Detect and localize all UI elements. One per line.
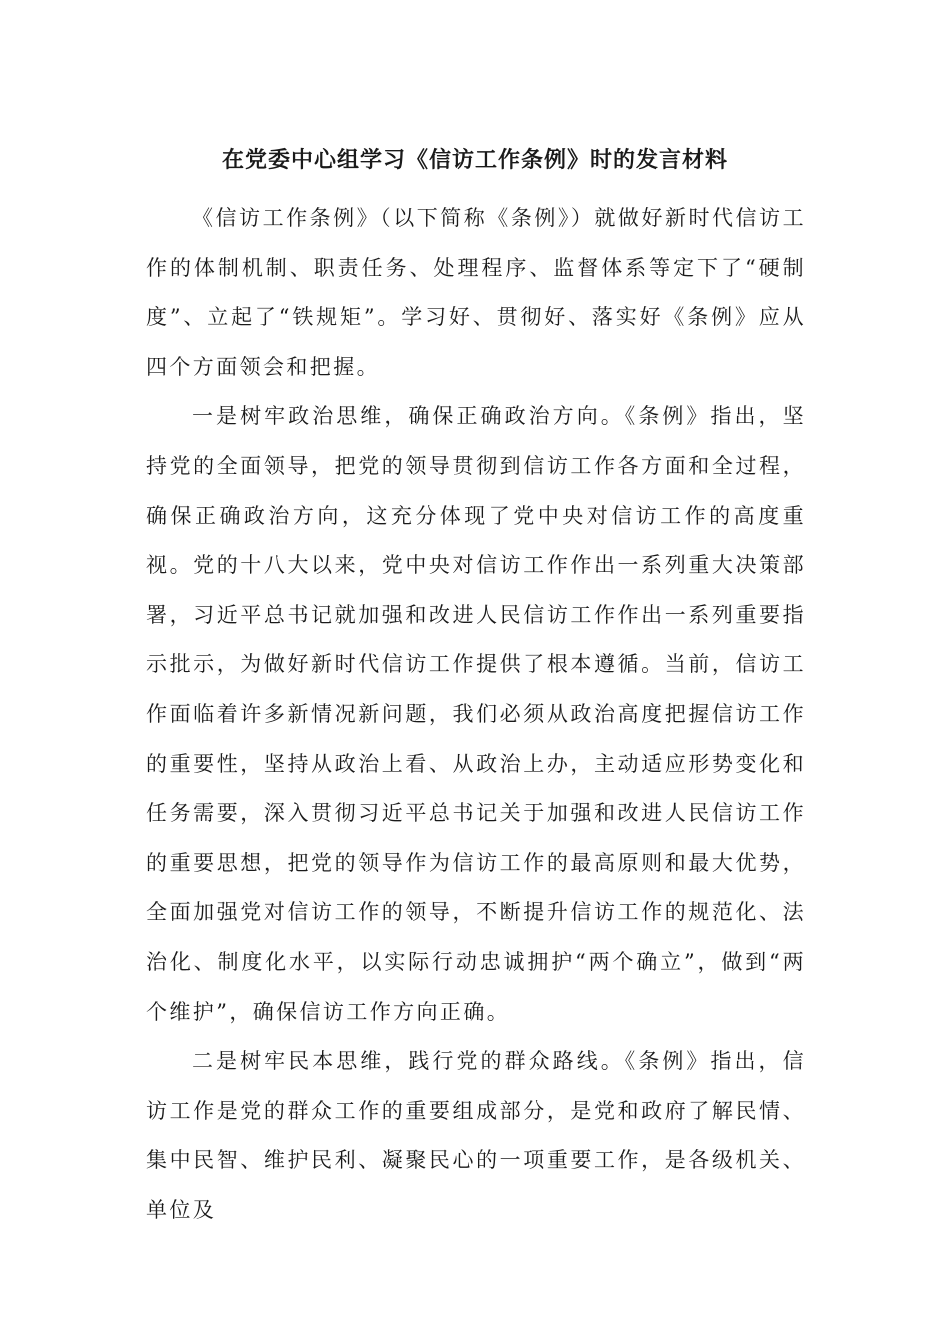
document-title: 在党委中心组学习《信访工作条例》时的发言材料 — [221, 147, 728, 173]
paragraph-point-one: 一是树牢政治思维，确保正确政治方向。《条例》指出，坚持党的全面领导，把党的领导贯彻到信访工作各方面和全过程，确保正确政治方向，这充分体现了党中央对信访工作的高度重视。党的十八大以来，党中央对信访工作作出一系列重大决策部署，习近平总书记就加强和改进人民信访工作作出一系列重要指示批示，为做好新时代信访工作提供了根本遵循。当前，信访工作面临着许多新情况新问题，我们必须从政治高度把握信访工作的重要性，坚持从政治上看、从政治上办，主动适应形势变化和任务需要，深入贯彻习近平总书记关于加强和改进人民信访工作的重要思想，把党的领导作为信访工作的最高原则和最大优势，全面加强党对信访工作的领导，不断提升信访工作的规范化、法治化、制度化水平，以实际行动忠诚拥护“两个确立”，做到“两个维护”，确保信访工作方向正确。 — [146, 404, 806, 1024]
document-body — [146, 194, 806, 1235]
paragraph-point-two: 二是树牢民本思维，践行党的群众路线。《条例》指出，信访工作是党的群众工作的重要组成部分，是党和政府了解民情、集中民智、维护民利、凝聚民心的一项重要工作，是各级机关、单位及 — [146, 1049, 806, 1222]
paragraph-intro: 《信访工作条例》（以下简称《条例》）就做好新时代信访工作的体制机制、职责任务、处理程序、监督体系等定下了“硬制度”、立起了“铁规矩”。学习好、贯彻好、落实好《条例》应从四个方面领会和把握。 — [146, 206, 806, 379]
